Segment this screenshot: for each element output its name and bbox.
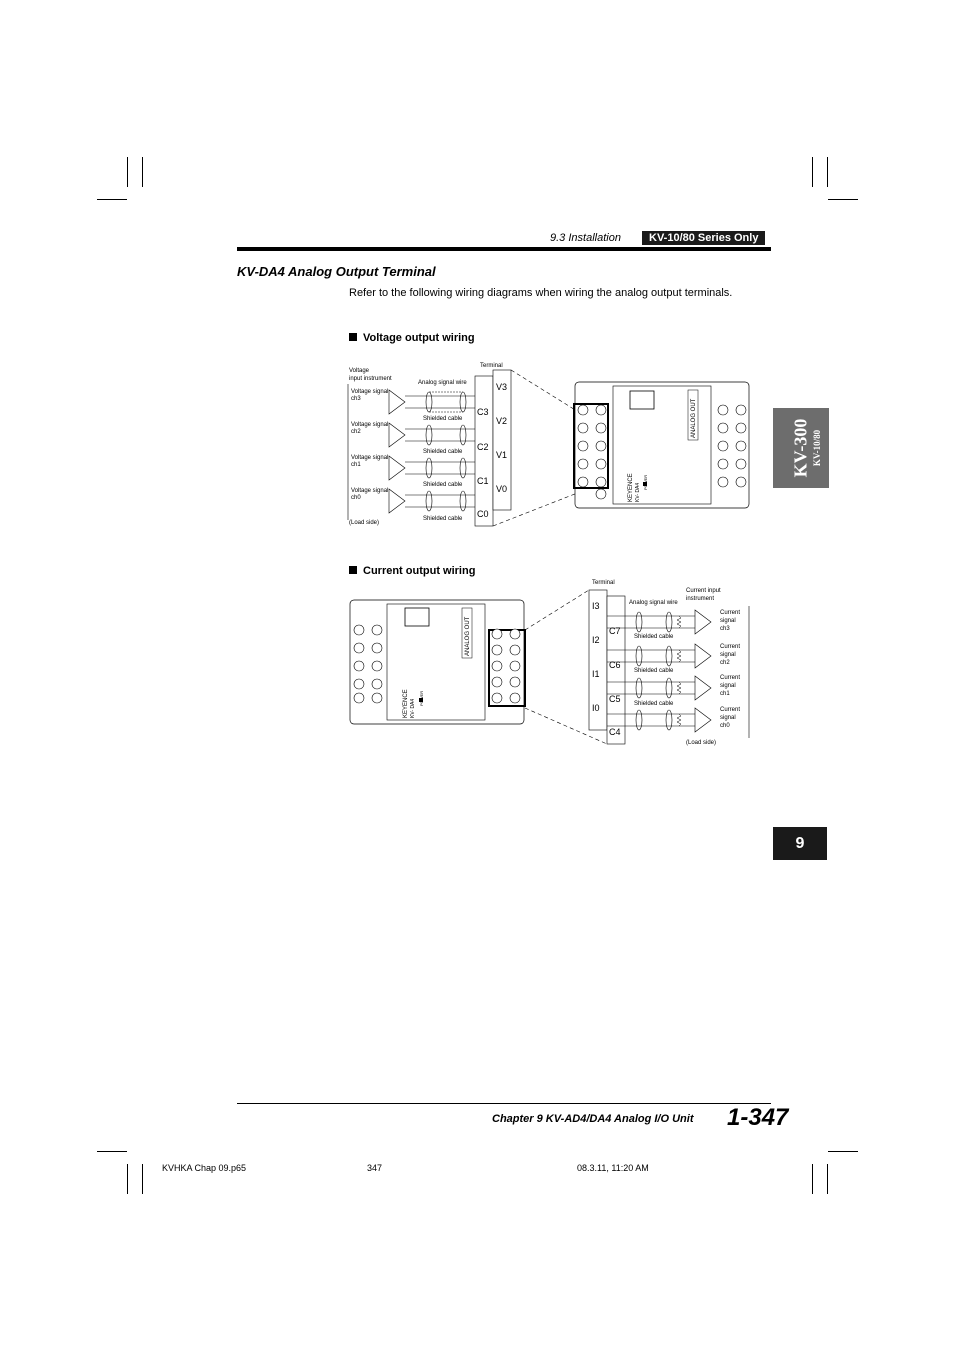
chapter-tab: 9: [773, 827, 827, 860]
channel-signal-label: Voltage signal: [351, 422, 389, 428]
slug-number: 347: [367, 1163, 383, 1173]
header-rule: [237, 247, 771, 251]
voltage-channel: [351, 389, 485, 422]
current-channel: [607, 675, 740, 707]
current-heading-text: Current output wiring: [363, 565, 476, 577]
channel-number-label: ch1: [351, 462, 361, 468]
series-badge: KV-10/80 Series Only: [642, 231, 765, 245]
cable-label: Shielded cable: [423, 516, 463, 522]
channel-signal-label: signal: [720, 618, 736, 624]
voltage-wiring-diagram: [345, 360, 755, 530]
terminal-i3: I3: [592, 601, 600, 611]
channel-number-label: ch2: [351, 429, 361, 435]
crop-mark: [97, 199, 127, 200]
crop-mark: [812, 1164, 813, 1194]
channel-signal-label: signal: [720, 652, 736, 658]
current-heading: [349, 565, 475, 577]
crop-mark: [97, 1151, 127, 1152]
channel-signal-label: Current: [720, 644, 741, 650]
channel-number-label: ch0: [351, 495, 361, 501]
slug-file: KVHKA Chap 09.p65: [162, 1163, 247, 1173]
cable-label: Shielded cable: [634, 634, 674, 640]
channel-signal-label: Voltage signal: [351, 389, 389, 395]
instrument-label: input instrument: [349, 376, 392, 382]
cable-label: Shielded cable: [634, 668, 674, 674]
terminal-c1: C1: [477, 476, 489, 486]
model-label: KV- DA4: [410, 698, 416, 718]
channel-number-label: ch3: [351, 396, 361, 402]
channel-signal-label: Current: [720, 675, 741, 681]
crop-mark: [142, 157, 143, 187]
terminal-label: Terminal: [480, 363, 503, 369]
footer-rule: [237, 1103, 771, 1104]
instrument-label: Current input: [686, 588, 721, 594]
crop-mark: [127, 157, 128, 187]
brand-label: KEYENCE: [403, 689, 409, 718]
load-side-label: (Load side): [349, 520, 380, 526]
channel-number-label: ch0: [720, 723, 730, 729]
channel-signal-label: Current: [720, 707, 741, 713]
terminal-c0: C0: [477, 509, 489, 519]
side-tab-title: KV-300: [790, 418, 811, 478]
crop-mark: [812, 157, 813, 187]
crop-mark: [127, 1164, 128, 1194]
terminal-c4: C4: [609, 727, 621, 737]
crop-mark: [827, 157, 828, 187]
channel-signal-label: signal: [720, 683, 736, 689]
crop-mark: [142, 1164, 143, 1194]
current-channel: [607, 610, 740, 640]
channel-signal-label: Voltage signal: [351, 488, 389, 494]
square-bullet-icon: [349, 566, 357, 574]
terminal-label: Terminal: [592, 580, 615, 586]
current-channel: [607, 644, 740, 674]
crop-mark: [828, 1151, 858, 1152]
channel-signal-label: Current: [720, 610, 741, 616]
intro-text: Refer to the following wiring diagrams when wiring the analog output terminals.: [349, 287, 733, 299]
terminal-c7: C7: [609, 626, 621, 636]
cable-label: Shielded cable: [634, 701, 674, 707]
wire-label: Analog signal wire: [418, 380, 467, 386]
terminal-i0: I0: [592, 703, 600, 713]
voltage-channel: [351, 455, 485, 488]
slug-date: 08.3.11, 11:20 AM: [577, 1163, 649, 1173]
cable-label: Shielded cable: [423, 449, 463, 455]
current-channel: [607, 707, 740, 732]
terminal-c6: C6: [609, 660, 621, 670]
footer-page-number: 1-347: [727, 1104, 789, 1131]
crop-mark: [827, 1164, 828, 1194]
load-side-label: (Load side): [686, 740, 717, 746]
terminal-c3: C3: [477, 407, 489, 417]
power-led: [419, 698, 423, 702]
analog-out-label: ANALOG OUT: [691, 398, 697, 438]
side-tab-sub: KV-10/80: [812, 429, 822, 467]
wire-label: Analog signal wire: [629, 600, 678, 606]
brand-label: KEYENCE: [628, 473, 634, 502]
voltage-heading-text: Voltage output wiring: [363, 332, 475, 344]
footer-chapter: Chapter 9 KV-AD4/DA4 Analog I/O Unit: [492, 1113, 694, 1125]
channel-signal-label: signal: [720, 715, 736, 721]
voltage-channel: [351, 422, 485, 455]
channel-signal-label: Voltage signal: [351, 455, 389, 461]
cable-label: Shielded cable: [423, 482, 463, 488]
terminal-v3: V3: [496, 382, 508, 392]
terminal-c2: C2: [477, 442, 489, 452]
channel-number-label: ch2: [720, 660, 730, 666]
crop-mark: [828, 199, 858, 200]
terminal-c5: C5: [609, 694, 621, 704]
model-label: KV- DA4: [635, 482, 641, 502]
cable-label: Shielded cable: [423, 416, 463, 422]
voltage-channel: [351, 488, 485, 522]
instrument-label: instrument: [686, 596, 715, 602]
analog-out-label: ANALOG OUT: [465, 616, 471, 656]
side-tab: [773, 408, 829, 488]
section-title: KV-DA4 Analog Output Terminal: [237, 264, 436, 279]
voltage-heading: [349, 332, 475, 344]
terminal-i1: I1: [592, 669, 600, 679]
channel-number-label: ch3: [720, 626, 730, 632]
terminal-v1: V1: [496, 450, 508, 460]
power-led: [643, 482, 647, 486]
current-wiring-diagram: [345, 578, 755, 748]
square-bullet-icon: [349, 333, 357, 341]
instrument-label: Voltage: [349, 368, 370, 374]
terminal-i2: I2: [592, 635, 600, 645]
channel-number-label: ch1: [720, 691, 730, 697]
terminal-v0: V0: [496, 484, 508, 494]
terminal-v2: V2: [496, 416, 508, 426]
header-section: 9.3 Installation: [550, 232, 621, 244]
